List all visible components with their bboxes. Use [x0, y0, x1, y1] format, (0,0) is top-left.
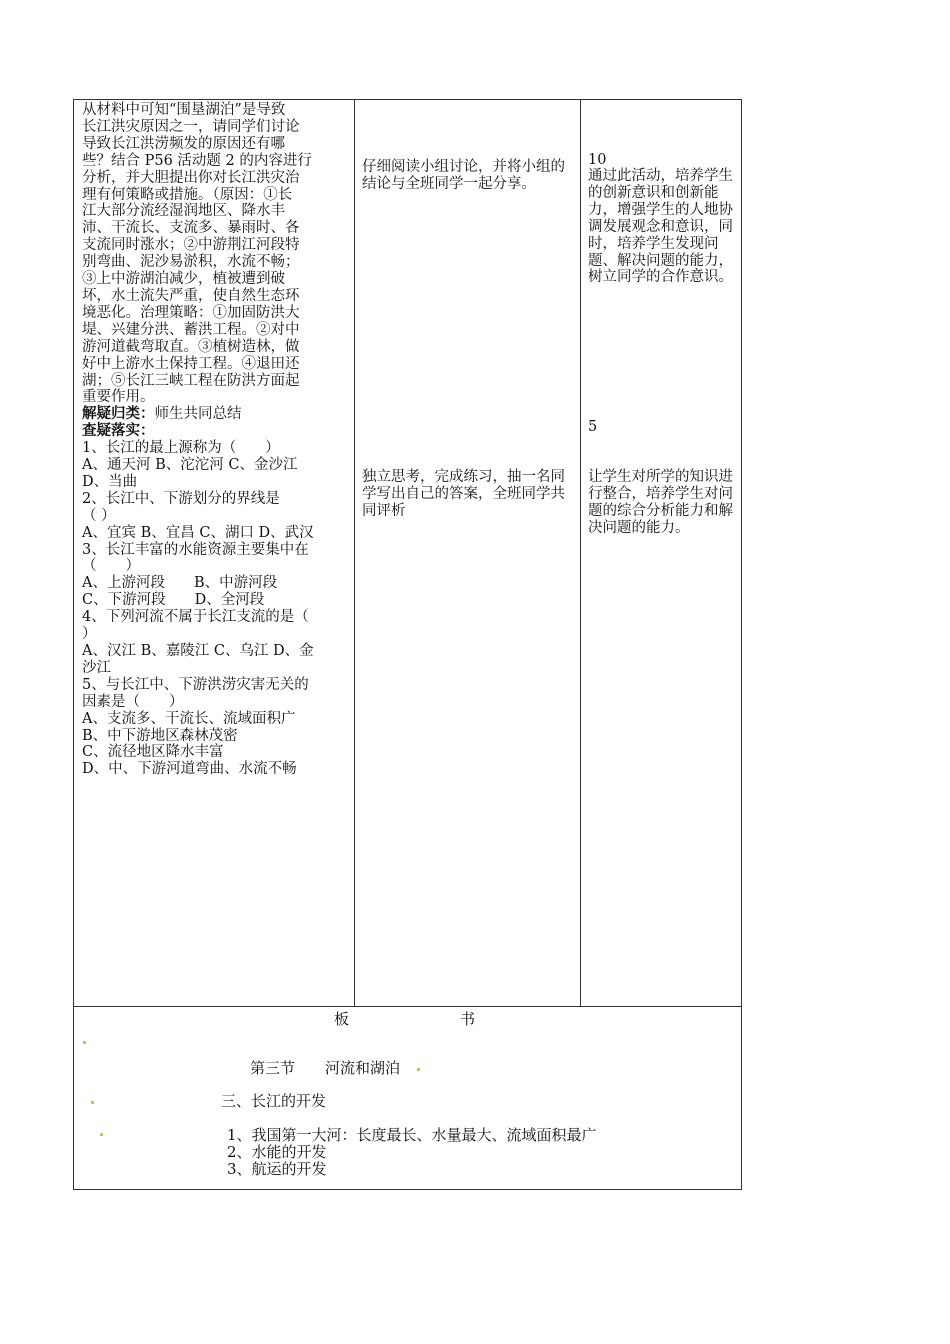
student-activity-2: 独立思考，完成练习，抽一名同学写出自己的答案，全班同学共同评析	[362, 469, 565, 519]
practice-label: 查疑落实：	[82, 422, 155, 440]
quiz-line: B、中下游地区森林茂密	[82, 727, 238, 744]
discussion-line: 坏，水土流失严重，使自然生态环	[82, 287, 300, 304]
quiz-line: ）	[82, 626, 97, 643]
discussion-line: 好中上游水土保持工程。④退田还	[82, 355, 300, 372]
quiz-line: A、通天河 B、沱沱河 C、金沙江	[82, 457, 298, 474]
discussion-line: 理有何策略或措施。（原因：①长	[82, 186, 293, 203]
time-allocation-1: 10	[588, 152, 607, 168]
discussion-line: 支流同时涨水；②中游荆江河段特	[82, 237, 300, 254]
teaching-content-cell	[82, 102, 348, 778]
student-activity-1: 仔细阅读小组讨论，并将小组的结论与全班同学一起分享。	[362, 159, 565, 192]
discussion-line: 沛、干流长、支流多、暴雨时、各	[82, 220, 300, 237]
quiz-line: 因素是（ ）	[82, 693, 184, 710]
discussion-line: 游河道截弯取直。③植树造林，做	[82, 338, 300, 355]
board-title-left: 板	[334, 1010, 350, 1028]
quiz-line: （ ）	[82, 507, 116, 524]
column-divider	[580, 100, 581, 1006]
discussion-line: 导致长江洪涝频发的原因还有哪	[82, 135, 285, 152]
quiz-line: 3、长江丰富的水能资源主要集中在	[82, 541, 309, 558]
decorative-dot	[83, 1041, 86, 1044]
board-section-title: 第三节 河流和湖泊	[250, 1059, 401, 1077]
quiz-line: 1、长江的最上源称为（ ）	[82, 440, 280, 457]
discussion-line: 境恶化。治理策略：①加固防洪大	[82, 304, 300, 321]
discussion-line: 长江洪灾原因之一，请同学们讨论	[82, 118, 300, 135]
quiz-line: A、汉江 B、嘉陵江 C、乌江 D、金	[82, 643, 314, 659]
discussion-line: 重要作用。	[82, 389, 155, 406]
board-title-right: 书	[460, 1010, 476, 1028]
quiz-line: C、下游河段 D、全河段	[82, 592, 265, 609]
discussion-line: 江大部分流经湿润地区、降水丰	[82, 203, 285, 220]
discussion-text	[82, 102, 348, 406]
discussion-line: 从材料中可知“围垦湖泊”是导致	[82, 102, 286, 118]
board-point-3: 3、航运的开发	[227, 1160, 327, 1178]
discussion-line: 堤、兴建分洪、蓄洪工程。②对中	[82, 321, 300, 338]
quiz-line: A、宜宾 B、宜昌 C、湖口 D、武汉	[82, 524, 314, 541]
design-purpose-1: 通过此活动，培养学生的创新意识和创新能力，增强学生的人地协调发展观念和意识，同时，培养学生发现问题、解决问题的能力，树立同学的合作意识。	[588, 168, 733, 286]
decorative-dot	[91, 1101, 94, 1104]
quiz-line: 沙江	[82, 659, 111, 676]
column-divider	[354, 100, 355, 1006]
board-heading: 三、长江的开发	[221, 1092, 327, 1110]
discussion-line: ③上中游湖泊减少，植被遭到破	[82, 271, 285, 288]
quiz-line: 5、与长江中、下游洪涝灾害无关的	[82, 676, 309, 693]
quiz-text	[82, 440, 348, 778]
summary-label: 解疑归类：	[82, 405, 155, 423]
quiz-line: （ ）	[82, 558, 140, 575]
row-divider	[74, 1006, 741, 1007]
quiz-line: C、流径地区降水丰富	[82, 744, 224, 761]
board-point-2: 2、水能的开发	[227, 1143, 327, 1161]
design-purpose-2: 让学生对所学的知识进行整合，培养学生对问题的综合分析能力和解决问题的能力。	[588, 469, 733, 536]
discussion-line: 分析，并大胆提出你对长江洪灾治	[82, 169, 300, 186]
board-point-1: 1、我国第一大河：长度最长、水量最大、流域面积最广	[227, 1126, 597, 1144]
time-allocation-2: 5	[588, 419, 598, 435]
decorative-dot	[417, 1068, 420, 1071]
decorative-dot	[100, 1133, 103, 1136]
quiz-line: D、当曲	[82, 473, 138, 490]
quiz-line: A、上游河段 B、中游河段	[82, 575, 278, 592]
summary-line	[82, 406, 348, 423]
discussion-line: 别弯曲、泥沙易淤积，水流不畅；	[82, 254, 300, 271]
quiz-line: D、中、下游河道弯曲、水流不畅	[82, 761, 297, 778]
lesson-plan-table	[73, 99, 742, 1190]
discussion-line: 些？结合 P56 活动题 2 的内容进行	[82, 152, 312, 169]
discussion-line: 湖；⑤长江三峡工程在防洪方面起	[82, 372, 300, 389]
quiz-line: 2、长江中、下游划分的界线是	[82, 490, 280, 507]
quiz-line: A、支流多、干流长、流域面积广	[82, 710, 296, 727]
quiz-line: 4、下列河流不属于长江支流的是（	[82, 609, 309, 626]
summary-text: 师生共同总结	[154, 406, 242, 423]
